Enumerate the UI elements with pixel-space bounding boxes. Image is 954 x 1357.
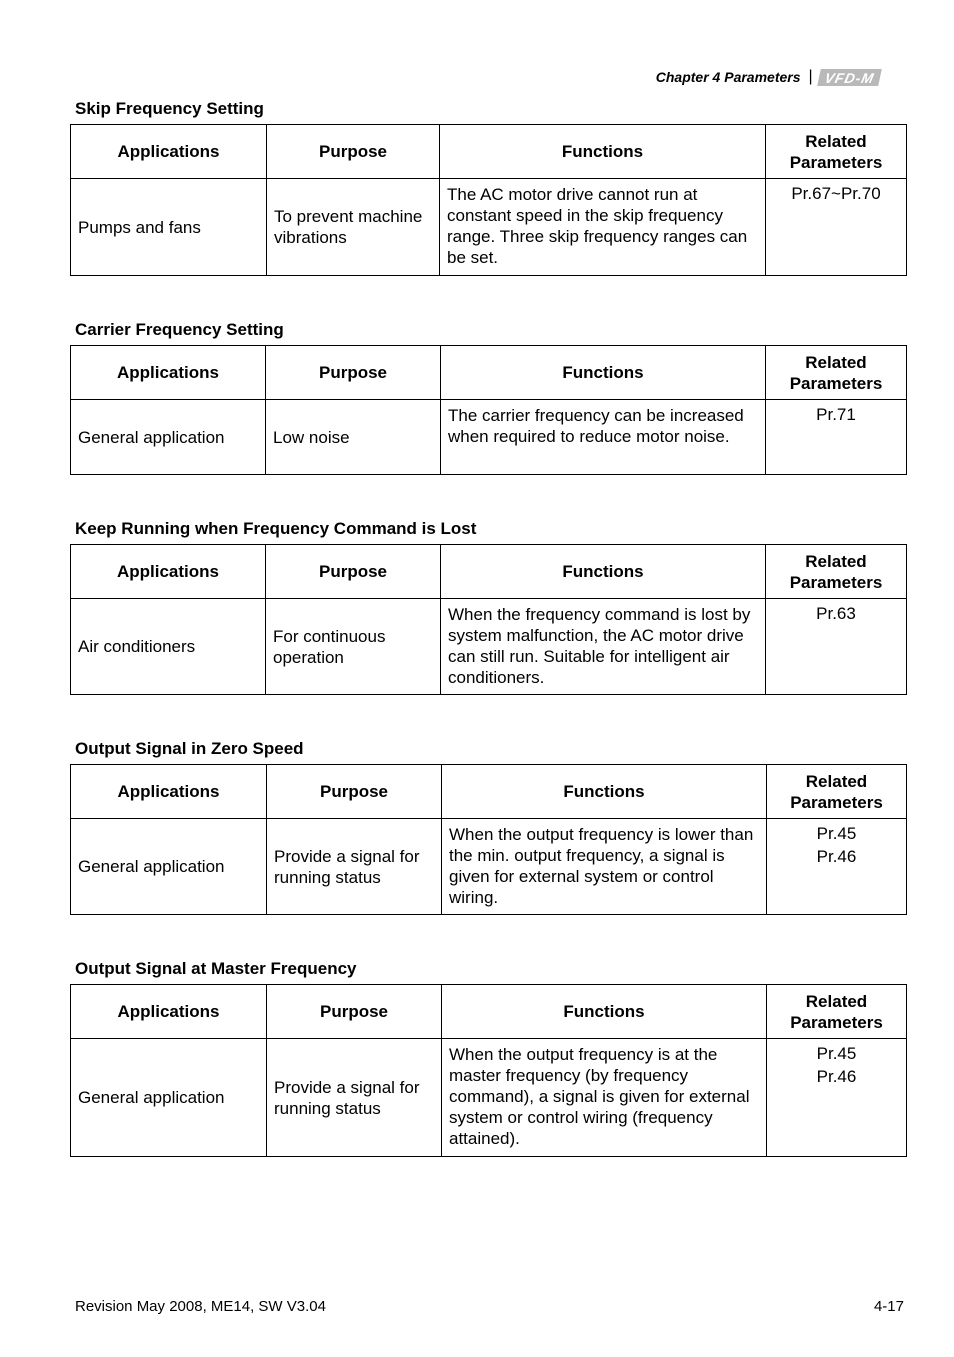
header-purpose: Purpose xyxy=(267,985,442,1039)
param-value: Pr.71 xyxy=(816,405,856,424)
header-functions: Functions xyxy=(442,985,767,1039)
cell-functions: The AC motor drive cannot run at constant speed in the skip frequency range. Three skip frequency ranges can be set. xyxy=(440,179,766,276)
revision-info: Revision May 2008, ME14, SW V3.04 xyxy=(75,1298,326,1315)
table-row xyxy=(71,1039,907,1157)
parameter-table xyxy=(70,984,907,1157)
cell-params xyxy=(766,599,907,695)
cell-purpose: For continuous operation xyxy=(266,599,441,695)
param-value: Pr.46 xyxy=(816,1067,857,1086)
header-purpose: Purpose xyxy=(266,545,441,599)
section-title: Skip Frequency Setting xyxy=(75,99,264,118)
cell-purpose: Provide a signal for running status xyxy=(267,819,442,915)
table-row xyxy=(71,819,907,915)
page-header xyxy=(656,68,880,86)
param-value: Pr.46 xyxy=(816,847,857,866)
header-applications: Applications xyxy=(71,125,267,179)
table-header-row xyxy=(71,545,907,599)
cell-purpose: Provide a signal for running status xyxy=(267,1039,442,1157)
cell-functions: The carrier frequency can be increased when required to reduce motor noise. xyxy=(441,400,766,475)
section-zero-speed-signal xyxy=(70,740,906,915)
cell-params xyxy=(767,1039,907,1157)
section-skip-frequency xyxy=(70,100,906,276)
cell-purpose: Low noise xyxy=(266,400,441,475)
header-applications: Applications xyxy=(71,985,267,1039)
table-header-row xyxy=(71,125,907,179)
cell-purpose: To prevent machine vibrations xyxy=(267,179,440,276)
cell-params xyxy=(766,400,907,475)
page-footer xyxy=(75,1298,904,1315)
section-title: Carrier Frequency Setting xyxy=(75,320,284,339)
cell-application: General application xyxy=(71,1039,267,1157)
header-functions: Functions xyxy=(442,765,767,819)
cell-params xyxy=(766,179,907,276)
chapter-title: Chapter 4 Parameters xyxy=(655,69,801,85)
cell-functions: When the output frequency is lower than the min. output frequency, a signal is given for external system or control wiring. xyxy=(442,819,767,915)
param-value: Pr.45 xyxy=(816,824,857,843)
parameter-table xyxy=(70,345,907,475)
header-applications: Applications xyxy=(71,545,266,599)
parameter-table xyxy=(70,544,907,695)
header-purpose: Purpose xyxy=(267,125,440,179)
cell-params xyxy=(767,819,907,915)
header-related-parameters: Related Parameters xyxy=(766,346,907,400)
vfd-m-logo: VFD-M xyxy=(817,69,882,86)
header-related-parameters: Related Parameters xyxy=(766,545,907,599)
section-master-frequency-signal xyxy=(70,960,906,1157)
section-keep-running xyxy=(70,520,906,695)
table-header-row xyxy=(71,346,907,400)
cell-functions: When the frequency command is lost by system malfunction, the AC motor drive can still run. Suitable for intelligent air conditioners. xyxy=(441,599,766,695)
header-applications: Applications xyxy=(71,765,267,819)
table-row xyxy=(71,179,907,276)
param-value: Pr.67~Pr.70 xyxy=(791,184,881,203)
table-header-row xyxy=(71,765,907,819)
header-related-parameters: Related Parameters xyxy=(767,985,907,1039)
section-title: Output Signal at Master Frequency xyxy=(75,959,357,978)
header-functions: Functions xyxy=(440,125,766,179)
header-related-parameters: Related Parameters xyxy=(767,765,907,819)
header-related-parameters: Related Parameters xyxy=(766,125,907,179)
section-title: Output Signal in Zero Speed xyxy=(75,739,304,758)
header-separator: | xyxy=(808,68,813,85)
cell-functions: When the output frequency is at the master frequency (by frequency command), a signal is given for external system or control wiring (frequency attained). xyxy=(442,1039,767,1157)
page-number: 4-17 xyxy=(873,1298,904,1315)
param-value: Pr.63 xyxy=(816,604,856,623)
header-purpose: Purpose xyxy=(266,346,441,400)
parameter-table xyxy=(70,764,907,915)
cell-application: General application xyxy=(71,819,267,915)
parameter-table xyxy=(70,124,907,276)
section-carrier-frequency xyxy=(70,321,906,475)
header-applications: Applications xyxy=(71,346,266,400)
table-row xyxy=(71,599,907,695)
table-row xyxy=(71,400,907,475)
section-title: Keep Running when Frequency Command is Lost xyxy=(75,519,477,538)
param-value: Pr.45 xyxy=(816,1044,857,1063)
cell-application: Pumps and fans xyxy=(71,179,267,276)
cell-application: General application xyxy=(71,400,266,475)
header-purpose: Purpose xyxy=(267,765,442,819)
header-functions: Functions xyxy=(441,545,766,599)
cell-application: Air conditioners xyxy=(71,599,266,695)
table-header-row xyxy=(71,985,907,1039)
header-functions: Functions xyxy=(441,346,766,400)
